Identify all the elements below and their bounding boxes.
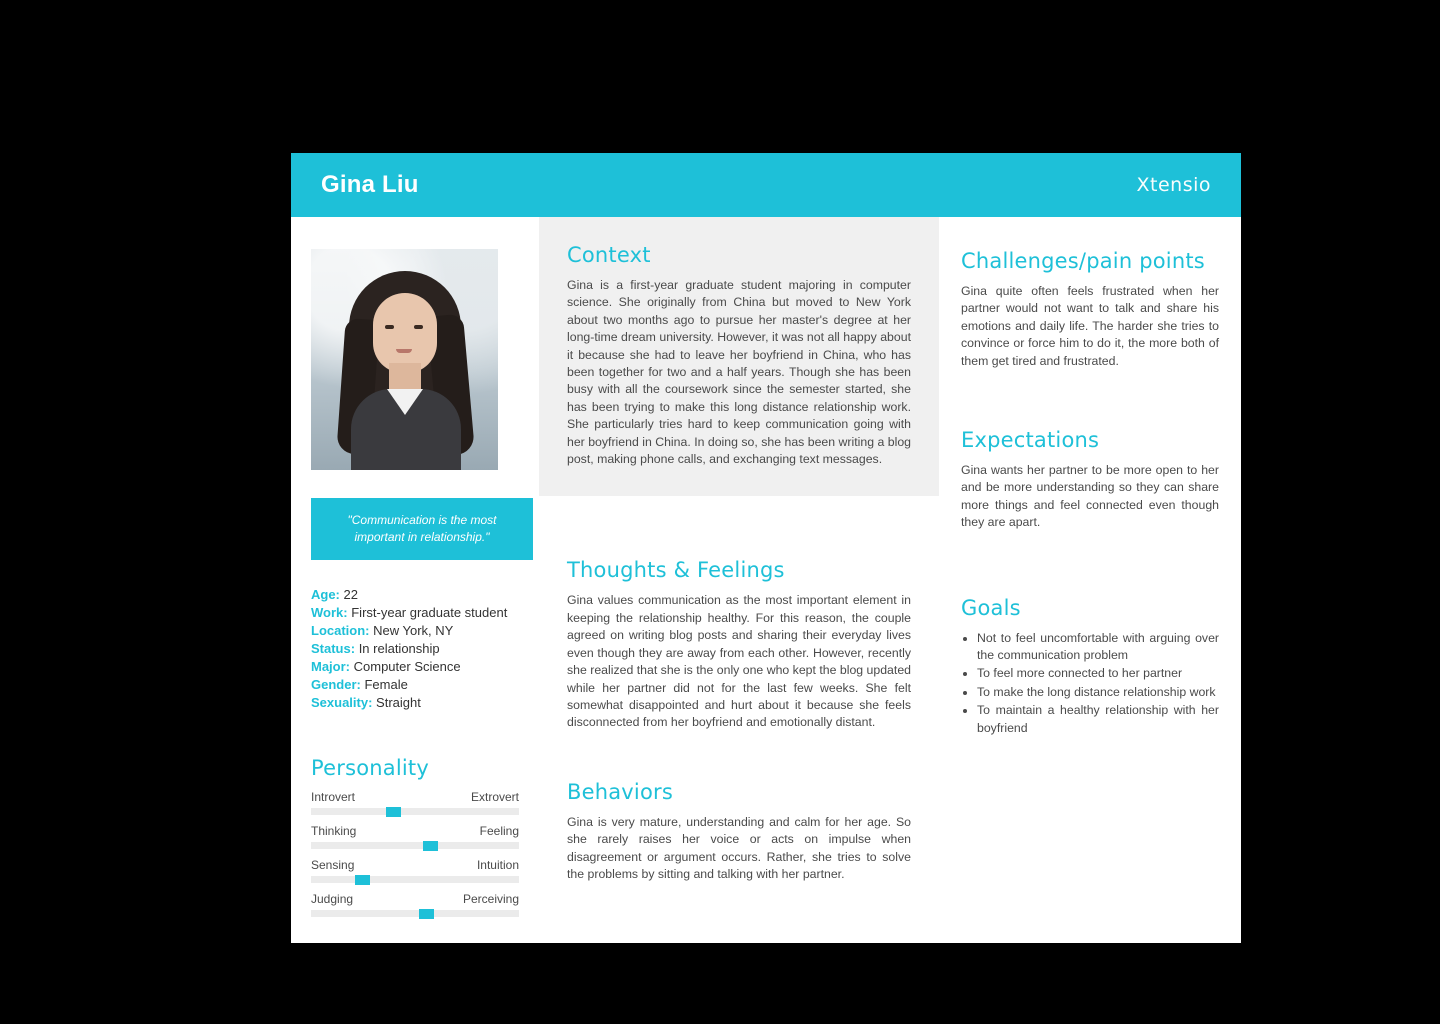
slider-left-label: Judging xyxy=(311,892,354,906)
fact-label: Age: xyxy=(311,587,340,602)
slider-right-label: Feeling xyxy=(479,824,519,838)
right-column xyxy=(939,217,1241,917)
slider-track[interactable] xyxy=(311,808,519,815)
page-title: Gina Liu xyxy=(321,171,419,198)
fact-row xyxy=(311,640,519,658)
thoughts-text: Gina values communication as the most important element in keeping the relationship healthy. For this reason, the couple agreed on writing blog posts and sharing their everyday lives even though they are away from each other. However, recently she realized that she is the only one who kept the blog updated while her partner did not for the last few weeks. She felt somewhat disappointed and hurt about it because she feels disconnected from her boyfriend and emotionally distant. xyxy=(567,593,911,730)
list-item: • To make the long distance relationship work xyxy=(977,684,1219,701)
slider-right-label: Extrovert xyxy=(470,790,519,804)
left-column xyxy=(291,217,539,917)
fact-value: First-year graduate student xyxy=(351,605,508,620)
slider-right-label: Perceiving xyxy=(462,892,519,906)
persona-header xyxy=(291,153,1241,217)
persona-sheet xyxy=(291,153,1241,943)
slider-knob[interactable] xyxy=(419,909,434,919)
fact-value: 22 xyxy=(343,587,358,602)
challenges-title: Challenges/pain points xyxy=(961,249,1205,273)
personality-slider-judging-perceiving[interactable] xyxy=(311,892,519,917)
persona-quote: "Communication is the most important in relationship." xyxy=(311,498,533,560)
context-text: Gina is a first-year graduate student majoring in computer science. She originally from China but moved to New York about two months ago to pursue her master's degree at her long-time dream university. However, it was not all happy about it because she had to leave her boyfriend in China, who has been together for two and a half years. Though she has been busy with all the coursework since the semester started, she has been trying to make this long distance relationship work. She particularly tries hard to keep communication going with her boyfriend in China. In doing so, she has been writing a blog post, making phone calls, and exchanging text messages. xyxy=(567,278,911,467)
fact-label: Gender: xyxy=(311,677,361,692)
fact-row xyxy=(311,658,519,676)
fact-label: Major: xyxy=(311,659,350,674)
goals-title: Goals xyxy=(961,595,1021,620)
slider-knob[interactable] xyxy=(386,807,401,817)
fact-value: New York, NY xyxy=(373,623,454,638)
xtensio-logo: Xtensio xyxy=(1136,174,1211,196)
slider-knob[interactable] xyxy=(355,875,370,885)
slider-left-label: Thinking xyxy=(311,824,357,838)
personality-title: Personality xyxy=(311,756,429,780)
personality-section xyxy=(311,756,519,917)
fact-label: Location: xyxy=(311,623,370,638)
slider-knob[interactable] xyxy=(423,841,438,851)
thoughts-section xyxy=(539,496,939,731)
thoughts-title: Thoughts & Feelings xyxy=(567,558,785,583)
list-item: • To maintain a healthy relationship with her boyfriend xyxy=(977,702,1219,737)
expectations-title: Expectations xyxy=(961,428,1100,453)
expectations-text: Gina wants her partner to be more open to her and be more understanding so they can share more things and feel connected even though they are apart. xyxy=(961,463,1219,530)
fact-value: Straight xyxy=(376,695,421,710)
goals-list xyxy=(961,630,1219,737)
list-item: • Not to feel uncomfortable with arguing over the communication problem xyxy=(977,630,1219,665)
goals-section xyxy=(961,596,1219,737)
slider-track[interactable] xyxy=(311,842,519,849)
personality-slider-thinking-feeling[interactable] xyxy=(311,824,519,849)
facts-list xyxy=(311,586,519,712)
slider-track[interactable] xyxy=(311,876,519,883)
fact-value: Computer Science xyxy=(353,659,461,674)
fact-row xyxy=(311,622,519,640)
slider-left-label: Sensing xyxy=(311,858,355,872)
slider-track[interactable] xyxy=(311,910,519,917)
personality-slider-introvert-extrovert[interactable] xyxy=(311,790,519,815)
persona-photo xyxy=(311,249,498,470)
fact-value: In relationship xyxy=(358,641,440,656)
slider-left-label: Introvert xyxy=(311,790,356,804)
expectations-section xyxy=(961,428,1219,532)
context-title: Context xyxy=(567,243,651,267)
behaviors-section xyxy=(539,732,939,884)
slider-right-label: Intuition xyxy=(476,858,519,872)
personality-slider-sensing-intuition[interactable] xyxy=(311,858,519,883)
fact-row xyxy=(311,694,519,712)
fact-row xyxy=(311,604,519,622)
fact-row xyxy=(311,676,519,694)
middle-column xyxy=(539,217,939,917)
fact-row xyxy=(311,586,519,604)
fact-label: Work: xyxy=(311,605,348,620)
list-item: • To feel more connected to her partner xyxy=(977,665,1219,682)
challenges-section xyxy=(961,249,1219,370)
fact-label: Status: xyxy=(311,641,356,656)
behaviors-title: Behaviors xyxy=(567,779,673,804)
persona-body xyxy=(291,217,1241,917)
behaviors-text: Gina is very mature, understanding and calm for her age. So she rarely raises her voice or acts on impulse when disagreement or argument occurs. Rather, she tries to solve the problems by sitting and talking with her partner. xyxy=(567,814,911,881)
fact-label: Sexuality: xyxy=(311,695,373,710)
context-section xyxy=(539,217,939,496)
challenges-text: Gina quite often feels frustrated when her partner would not want to talk and share his emotions and daily life. The harder she tries to convince or force him to do it, the more both of them get tired and frustrated. xyxy=(961,284,1219,368)
fact-value: Female xyxy=(364,677,408,692)
